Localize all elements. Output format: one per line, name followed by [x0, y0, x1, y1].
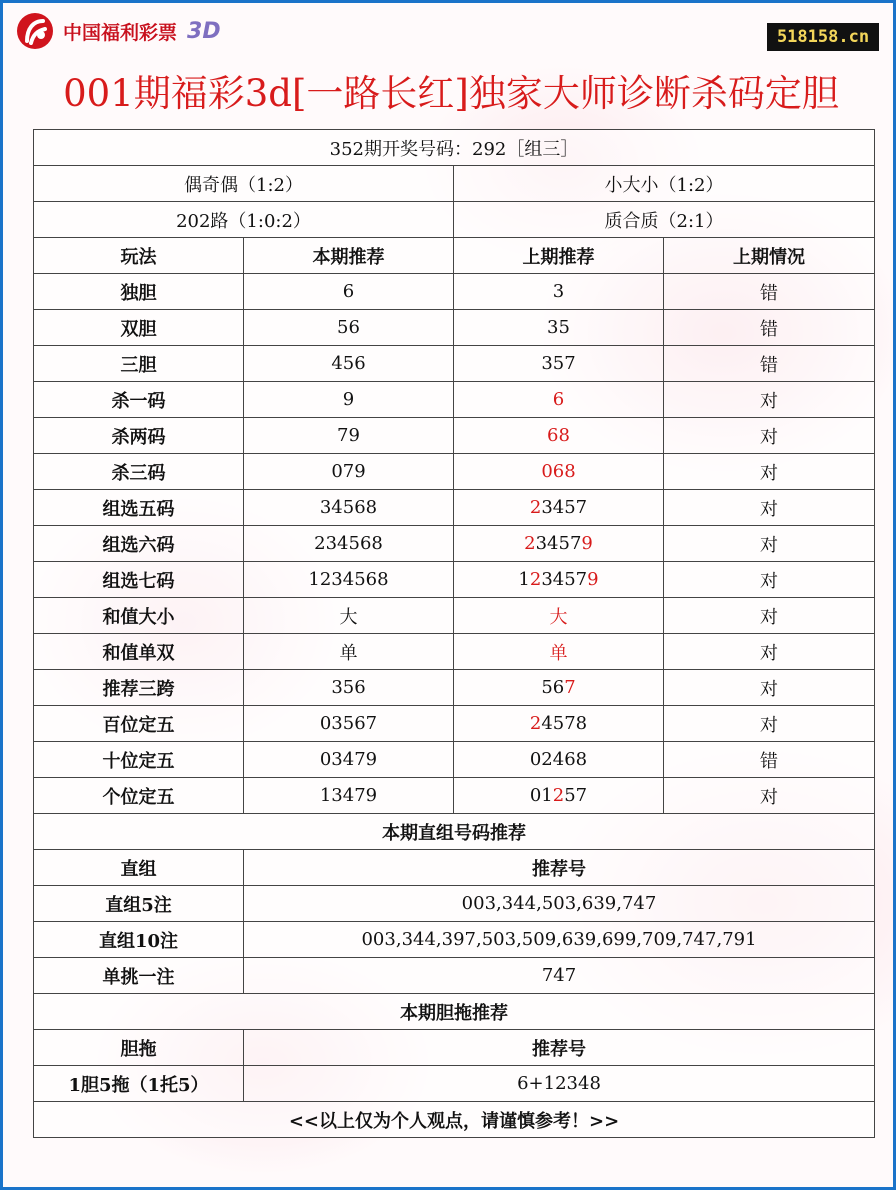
previous-pick: [454, 346, 664, 382]
previous-pick-segment: 9: [587, 569, 599, 590]
previous-status: 对: [664, 382, 875, 418]
column-header-current: 本期推荐: [244, 238, 454, 274]
current-pick: 9: [244, 382, 454, 418]
previous-pick-segment: 068: [541, 461, 576, 482]
disclaimer-footer: <<以上仅为个人观点，请谨慎参考！>>: [34, 1102, 875, 1138]
previous-status: 对: [664, 490, 875, 526]
table-row: [34, 778, 875, 814]
previous-pick-segment: 4578: [541, 713, 588, 734]
previous-status: 对: [664, 598, 875, 634]
previous-pick-segment: 357: [541, 353, 576, 374]
forecast-table: [33, 129, 875, 1138]
straight-label: 直组10注: [34, 922, 244, 958]
current-pick: 079: [244, 454, 454, 490]
table-row: [34, 706, 875, 742]
play-label: 独胆: [34, 274, 244, 310]
play-label: 十位定五: [34, 742, 244, 778]
straight-column-header-row: [34, 850, 875, 886]
previous-pick-segment: 9: [581, 533, 593, 554]
play-label: 组选七码: [34, 562, 244, 598]
previous-status: 对: [664, 778, 875, 814]
play-label: 三胆: [34, 346, 244, 382]
table-row: [34, 922, 875, 958]
previous-pick-segment: 57: [564, 785, 588, 806]
brand-name: 中国福利彩票: [63, 21, 178, 44]
previous-pick-segment: 3457: [541, 569, 588, 590]
previous-status: 对: [664, 418, 875, 454]
previous-pick-segment: 大: [549, 606, 568, 628]
previous-status: 对: [664, 526, 875, 562]
play-label: 和值大小: [34, 598, 244, 634]
previous-pick-segment: 6: [552, 389, 565, 410]
column-header-row: [34, 238, 875, 274]
dantuo-value: 6+12348: [244, 1066, 875, 1102]
result-header: 352期开奖号码：292［组三］: [34, 130, 875, 166]
play-label: 杀三码: [34, 454, 244, 490]
table-row: [34, 310, 875, 346]
current-pick: 234568: [244, 526, 454, 562]
current-pick: 单: [244, 634, 454, 670]
table-row: [34, 274, 875, 310]
previous-pick-segment: 01: [529, 785, 553, 806]
dantuo-column-value: 推荐号: [244, 1030, 875, 1066]
previous-pick-segment: 56: [541, 677, 565, 698]
result-row-1: [34, 166, 875, 202]
previous-pick-segment: 3457: [535, 533, 582, 554]
dantuo-section-header: 本期胆拖推荐: [34, 994, 875, 1030]
previous-pick-segment: 3: [552, 281, 565, 302]
current-pick: 03479: [244, 742, 454, 778]
play-label: 杀两码: [34, 418, 244, 454]
current-pick: 03567: [244, 706, 454, 742]
table-row: [34, 670, 875, 706]
table-row: [34, 526, 875, 562]
previous-pick: [454, 598, 664, 634]
previous-pick: [454, 418, 664, 454]
play-label: 杀一码: [34, 382, 244, 418]
previous-pick-segment: 单: [549, 642, 568, 664]
table-row: [34, 454, 875, 490]
table-row: [34, 382, 875, 418]
play-label: 和值单双: [34, 634, 244, 670]
result-header-row: [34, 130, 875, 166]
size-pattern: 小大小（1:2）: [454, 166, 875, 202]
column-header-previous: 上期推荐: [454, 238, 664, 274]
previous-status: 错: [664, 346, 875, 382]
column-header-play: 玩法: [34, 238, 244, 274]
previous-status: 错: [664, 742, 875, 778]
previous-pick-segment: 2: [529, 713, 542, 734]
straight-value: 003,344,503,639,747: [244, 886, 875, 922]
previous-pick-segment: 35: [547, 317, 570, 338]
previous-pick-segment: 1: [518, 569, 530, 590]
straight-section-header-row: [34, 814, 875, 850]
straight-label: 直组5注: [34, 886, 244, 922]
previous-pick: [454, 490, 664, 526]
previous-pick: [454, 526, 664, 562]
previous-pick-segment: 2: [524, 533, 536, 554]
previous-pick: [454, 274, 664, 310]
previous-pick: [454, 454, 664, 490]
straight-value: 003,344,397,503,509,639,699,709,747,791: [244, 922, 875, 958]
table-row: [34, 598, 875, 634]
table-row: [34, 346, 875, 382]
table-row: [34, 490, 875, 526]
straight-value: 747: [244, 958, 875, 994]
site-badge[interactable]: 518158.cn: [767, 23, 879, 51]
column-header-status: 上期情况: [664, 238, 875, 274]
current-pick: 56: [244, 310, 454, 346]
play-label: 组选六码: [34, 526, 244, 562]
previous-pick-segment: 2: [529, 497, 542, 518]
page-title: 001期福彩3d[一路长红]独家大师诊断杀码定胆: [63, 72, 839, 115]
play-label: 双胆: [34, 310, 244, 346]
current-pick: 13479: [244, 778, 454, 814]
previous-status: 对: [664, 562, 875, 598]
current-pick: 34568: [244, 490, 454, 526]
previous-pick-segment: 2: [529, 569, 542, 590]
previous-status: 对: [664, 670, 875, 706]
table-row: [34, 1066, 875, 1102]
previous-pick-segment: 68: [547, 425, 570, 446]
route-pattern: 202路（1:0:2）: [34, 202, 454, 238]
straight-label: 单挑一注: [34, 958, 244, 994]
play-label: 组选五码: [34, 490, 244, 526]
previous-status: 错: [664, 274, 875, 310]
current-pick: 79: [244, 418, 454, 454]
dantuo-column-label: 胆拖: [34, 1030, 244, 1066]
dantuo-label: 1胆5拖（1托5）: [34, 1066, 244, 1102]
previous-pick-segment: 7: [564, 677, 576, 698]
brand-logo: [15, 11, 221, 51]
welfare-lottery-logo-icon: [15, 11, 55, 51]
previous-pick: [454, 310, 664, 346]
play-label: 推荐三跨: [34, 670, 244, 706]
previous-status: 对: [664, 706, 875, 742]
table-row: [34, 562, 875, 598]
current-pick: 1234568: [244, 562, 454, 598]
straight-column-label: 直组: [34, 850, 244, 886]
previous-pick: [454, 706, 664, 742]
prime-pattern: 质合质（2:1）: [454, 202, 875, 238]
table-row: [34, 886, 875, 922]
straight-section-header: 本期直组号码推荐: [34, 814, 875, 850]
dantuo-section-header-row: [34, 994, 875, 1030]
dantuo-column-header-row: [34, 1030, 875, 1066]
table-row: [34, 742, 875, 778]
previous-pick: [454, 670, 664, 706]
previous-pick-segment: 3457: [541, 497, 588, 518]
brand-suffix: 3D: [187, 18, 221, 44]
previous-pick: [454, 634, 664, 670]
table-row: [34, 634, 875, 670]
previous-status: 错: [664, 310, 875, 346]
odd-even-pattern: 偶奇偶（1:2）: [34, 166, 454, 202]
footer-row: [34, 1102, 875, 1138]
straight-column-value: 推荐号: [244, 850, 875, 886]
result-row-2: [34, 202, 875, 238]
table-row: [34, 418, 875, 454]
previous-pick: [454, 562, 664, 598]
previous-pick-segment: 02468: [529, 749, 588, 770]
table-row: [34, 958, 875, 994]
previous-pick: [454, 382, 664, 418]
play-label: 百位定五: [34, 706, 244, 742]
previous-pick: [454, 742, 664, 778]
current-pick: 大: [244, 598, 454, 634]
current-pick: 356: [244, 670, 454, 706]
current-pick: 456: [244, 346, 454, 382]
previous-pick: [454, 778, 664, 814]
previous-pick-segment: 2: [552, 785, 565, 806]
previous-status: 对: [664, 634, 875, 670]
play-label: 个位定五: [34, 778, 244, 814]
previous-status: 对: [664, 454, 875, 490]
current-pick: 6: [244, 274, 454, 310]
